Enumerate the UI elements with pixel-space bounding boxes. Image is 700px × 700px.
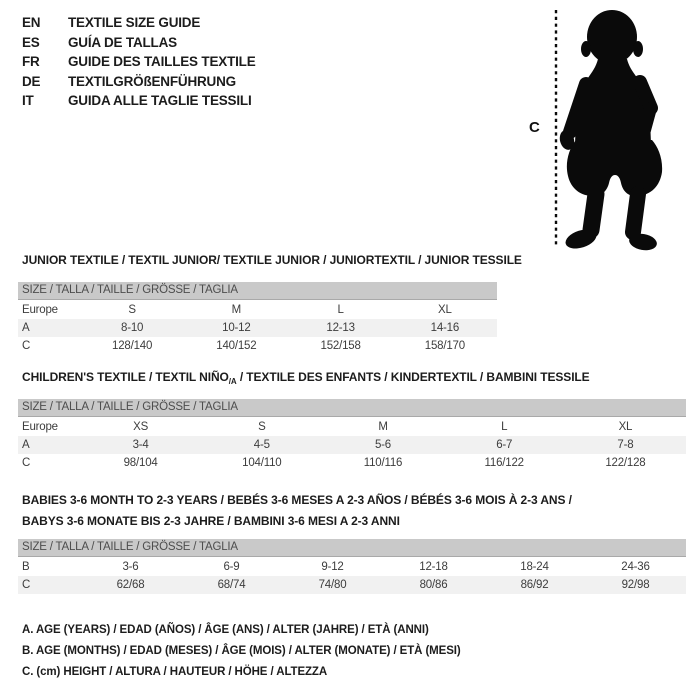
age-cell: 7-8: [617, 439, 634, 451]
height-measure-label: C: [529, 119, 540, 136]
age-cell: 4-5: [253, 439, 270, 451]
babies-title-line1: BABIES 3-6 MONTH TO 2-3 YEARS / BEBÉS 3-6 MESES A 2-3 AÑOS / BÉBÉS 3-6 MOIS À 2-3 ANS /: [22, 493, 572, 507]
language-text: GUÍA DE TALLAS: [68, 34, 177, 50]
height-cell: 152/158: [320, 340, 361, 352]
language-text: TEXTILE SIZE GUIDE: [68, 15, 201, 30]
age-cell: 5-6: [374, 439, 392, 451]
table-row-europe: [18, 418, 686, 436]
table-row-age: [18, 319, 497, 337]
childrens-title-main: CHILDREN'S TEXTILE / TEXTIL NIÑO: [22, 370, 229, 384]
height-cell: 62/68: [116, 579, 145, 591]
months-cell: 12-18: [419, 561, 448, 573]
age-cell: 8-10: [121, 322, 144, 334]
language-text: GUIDE DES TAILLES TEXTILE: [68, 54, 256, 69]
toddler-silhouette-icon: [548, 4, 700, 254]
height-cell: 104/110: [242, 457, 282, 469]
size-cell: S: [128, 304, 136, 316]
age-cell: 10-12: [222, 322, 251, 334]
language-row-de: [22, 72, 256, 92]
height-cell: 158/170: [424, 340, 465, 352]
junior-table: [18, 282, 497, 355]
babies-title-line2: BABYS 3-6 MONATE BIS 2-3 JAHRE / BAMBINI 3-6 MESI A 2-3 ANNI: [22, 514, 400, 528]
age-cell: 14-16: [430, 322, 460, 334]
language-code: EN: [22, 15, 41, 30]
babies-table: [18, 539, 686, 594]
junior-section-title: JUNIOR TEXTILE / TEXTIL JUNIOR/ TEXTILE JUNIOR / JUNIORTEXTIL / JUNIOR TESSILE: [22, 253, 522, 267]
months-cell: 24-36: [621, 561, 650, 573]
height-cell: 140/152: [216, 340, 257, 352]
size-cell: L: [501, 421, 508, 433]
size-cell: XS: [133, 421, 149, 433]
size-cell: L: [337, 304, 344, 316]
row-label: C: [22, 579, 31, 591]
language-code: IT: [22, 93, 34, 108]
size-cell: XL: [438, 304, 452, 316]
height-cell: 74/80: [318, 579, 347, 591]
childrens-section-title: [22, 370, 590, 384]
language-row-en: [22, 13, 256, 33]
language-row-es: [22, 33, 256, 53]
height-cell: 116/122: [484, 457, 524, 469]
babies-table-header: SIZE / TALLA / TAILLE / GRÖSSE / TAGLIA: [18, 539, 686, 557]
size-cell: XL: [618, 421, 633, 433]
childrens-title-subscript: /A: [228, 377, 237, 386]
language-code: ES: [22, 34, 40, 50]
row-label: C: [22, 340, 31, 352]
months-cell: 9-12: [321, 561, 344, 573]
language-row-fr: [22, 52, 256, 72]
language-list: [22, 13, 256, 111]
childrens-title-rest: / TEXTILE DES ENFANTS / KINDERTEXTIL / BAMBINI TESSILE: [236, 370, 590, 384]
language-code: FR: [22, 54, 40, 69]
junior-table-header: SIZE / TALLA / TAILLE / GRÖSSE / TAGLIA: [18, 282, 497, 300]
height-cell: 122/128: [605, 457, 646, 469]
age-cell: 12-13: [326, 322, 355, 334]
age-cell: 6-7: [496, 439, 513, 451]
row-label: Europe: [22, 304, 58, 316]
height-cell: 98/104: [123, 457, 158, 469]
height-cell: 92/98: [621, 579, 650, 591]
language-text: TEXTILGRÖßENFÜHRUNG: [68, 73, 236, 89]
babies-section-title: [22, 490, 572, 532]
months-cell: 3-6: [122, 561, 139, 573]
table-row-height: [18, 337, 497, 355]
size-cell: S: [258, 421, 266, 433]
months-cell: 6-9: [223, 561, 240, 573]
height-cell: 80/86: [419, 579, 448, 591]
table-row-height: [18, 576, 686, 594]
row-label: Europe: [22, 421, 58, 433]
footnote-age-months: B. AGE (MONTHS) / EDAD (MESES) / ÂGE (MOIS) / ALTER (MONATE) / ETÀ (MESI): [22, 645, 461, 657]
table-row-age: [18, 436, 686, 454]
size-cell: M: [378, 421, 388, 433]
row-label: C: [22, 457, 31, 469]
table-row-height: [18, 454, 686, 472]
height-cell: 68/74: [217, 579, 246, 591]
language-text: GUIDA ALLE TAGLIE TESSILI: [68, 93, 252, 108]
childrens-table: [18, 399, 686, 472]
language-row-it: [22, 91, 256, 111]
months-cell: 18-24: [520, 561, 549, 573]
height-cell: 86/92: [520, 579, 549, 591]
height-cell: 110/116: [363, 457, 403, 469]
toddler-body: [558, 10, 662, 252]
row-label: B: [22, 561, 30, 573]
footnote-height-cm: C. (cm) HEIGHT / ALTURA / HAUTEUR / HÖHE / ALTEZZA: [22, 666, 328, 678]
height-cell: 128/140: [112, 340, 153, 352]
table-row-europe: [18, 301, 497, 319]
table-row-months: [18, 558, 686, 576]
childrens-table-header: SIZE / TALLA / TAILLE / GRÖSSE / TAGLIA: [18, 399, 686, 417]
footnote-age-years: A. AGE (YEARS) / EDAD (AÑOS) / ÂGE (ANS) / ALTER (JAHRE) / ETÀ (ANNI): [22, 624, 429, 636]
row-label: A: [22, 439, 30, 451]
size-cell: M: [231, 304, 242, 316]
age-cell: 3-4: [132, 439, 149, 451]
row-label: A: [22, 322, 30, 334]
language-code: DE: [22, 73, 41, 89]
